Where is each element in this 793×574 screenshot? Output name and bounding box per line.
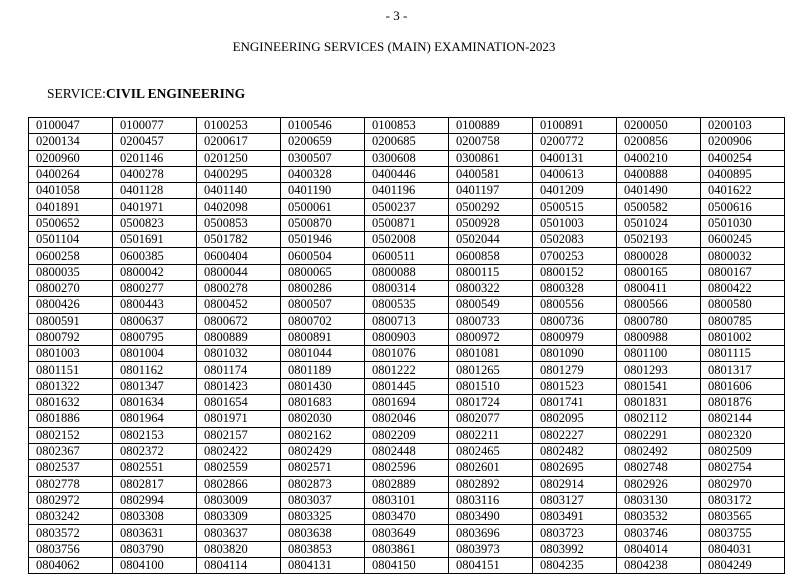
roll-number-cell: 0801265 [449,362,533,378]
roll-number-cell: 0400613 [533,166,617,182]
roll-number-cell: 0402098 [197,199,281,215]
roll-number-cell: 0802152 [29,427,113,443]
table-row [29,362,785,378]
roll-number-cell: 0800167 [701,264,785,280]
roll-number-cell: 0800065 [281,264,365,280]
table-row [29,248,785,264]
roll-number-cell: 0804238 [617,558,701,574]
roll-number-cell: 0804249 [701,558,785,574]
roll-number-cell: 0801003 [29,346,113,362]
roll-number-cell: 0803820 [197,541,281,557]
roll-number-cell: 0100889 [449,118,533,134]
roll-number-cell: 0801076 [365,346,449,362]
roll-number-cell: 0800795 [113,329,197,345]
roll-number-cell: 0803101 [365,492,449,508]
roll-number-cell: 0801322 [29,378,113,394]
table-row [29,313,785,329]
table-row [29,460,785,476]
roll-number-cell: 0800165 [617,264,701,280]
roll-number-cell: 0804014 [617,541,701,557]
roll-number-cell: 0300861 [449,150,533,166]
roll-number-cell: 0804114 [197,558,281,574]
roll-number-cell: 0800988 [617,329,701,345]
roll-number-cell: 0801162 [113,362,197,378]
roll-number-cell: 0600245 [701,232,785,248]
roll-number-cell: 0804031 [701,541,785,557]
roll-number-cell: 0500928 [449,215,533,231]
roll-number-cell: 0500237 [365,199,449,215]
roll-number-cell: 0800733 [449,313,533,329]
roll-number-cell: 0800591 [29,313,113,329]
roll-number-cell: 0800286 [281,280,365,296]
roll-number-cell: 0800792 [29,329,113,345]
roll-number-cell: 0800088 [365,264,449,280]
roll-number-cell: 0802162 [281,427,365,443]
roll-number-cell: 0502044 [449,232,533,248]
roll-number-cell: 0803755 [701,525,785,541]
roll-number-cell: 0804131 [281,558,365,574]
roll-number-cell: 0802372 [113,443,197,459]
roll-number-cell: 0803696 [449,525,533,541]
roll-number-cell: 0200617 [197,134,281,150]
roll-number-cell: 0801876 [701,395,785,411]
table-row [29,297,785,313]
table-row [29,411,785,427]
roll-number-cell: 0801032 [197,346,281,362]
roll-number-cell: 0801423 [197,378,281,394]
roll-number-cell: 0802227 [533,427,617,443]
service-name: CIVIL ENGINEERING [105,86,246,101]
roll-number-cell: 0802422 [197,443,281,459]
roll-number-cell: 0801523 [533,378,617,394]
roll-number-cell: 0801430 [281,378,365,394]
roll-number-cell: 0800672 [197,313,281,329]
roll-number-cell: 0801347 [113,378,197,394]
roll-number-cell: 0400131 [533,150,617,166]
roll-number-cell: 0401209 [533,183,617,199]
roll-number-cell: 0800115 [449,264,533,280]
table-row [29,215,785,231]
roll-number-cell: 0802492 [617,443,701,459]
roll-number-cell: 0800566 [617,297,701,313]
roll-number-cell: 0801632 [29,395,113,411]
roll-number-cell: 0200457 [113,134,197,150]
roll-number-cell: 0400895 [701,166,785,182]
roll-number-cell: 0801541 [617,378,701,394]
table-row [29,427,785,443]
roll-number-cell: 0600504 [281,248,365,264]
roll-number-cell: 0803491 [533,509,617,525]
roll-number-cell: 0300507 [281,150,365,166]
roll-number-cell: 0501946 [281,232,365,248]
roll-number-cell: 0800580 [701,297,785,313]
roll-number-cell: 0800736 [533,313,617,329]
roll-number-cell: 0804062 [29,558,113,574]
roll-number-cell: 0400328 [281,166,365,182]
roll-number-cell: 0801741 [533,395,617,411]
roll-number-cell: 0501104 [29,232,113,248]
table-row [29,378,785,394]
roll-number-cell: 0803756 [29,541,113,557]
roll-number-cell: 0802695 [533,460,617,476]
roll-number-cell: 0801971 [197,411,281,427]
roll-number-cell: 0802778 [29,476,113,492]
roll-number-cell: 0600511 [365,248,449,264]
roll-number-cell: 0801694 [365,395,449,411]
roll-number-cell: 0800152 [533,264,617,280]
roll-number-cell: 0802559 [197,460,281,476]
table-row [29,232,785,248]
roll-number-cell: 0200906 [701,134,785,150]
roll-number-cell: 0802926 [617,476,701,492]
roll-number-cell: 0500870 [281,215,365,231]
roll-number-cell: 0801044 [281,346,365,362]
roll-number-cell: 0802429 [281,443,365,459]
roll-number-cell: 0500853 [197,215,281,231]
roll-number-cell: 0801081 [449,346,533,362]
roll-number-cell: 0802970 [701,476,785,492]
roll-number-cell: 0400264 [29,166,113,182]
roll-number-cell: 0801222 [365,362,449,378]
roll-number-cell: 0800270 [29,280,113,296]
roll-number-cell: 0802817 [113,476,197,492]
roll-number-cell: 0802754 [701,460,785,476]
roll-number-cell: 0800889 [197,329,281,345]
roll-number-cell: 0803172 [701,492,785,508]
roll-number-cell: 0802367 [29,443,113,459]
roll-number-cell: 0803127 [533,492,617,508]
roll-number-cell: 0803532 [617,509,701,525]
table-row [29,509,785,525]
table-row [29,525,785,541]
exam-title: ENGINEERING SERVICES (MAIN) EXAMINATION-2023 [232,39,556,54]
roll-number-cell: 0800535 [365,297,449,313]
roll-number-cell: 0200103 [701,118,785,134]
roll-number-cell: 0804150 [365,558,449,574]
roll-number-cell: 0500823 [113,215,197,231]
roll-number-cell: 0800452 [197,297,281,313]
roll-number-cell: 0300608 [365,150,449,166]
roll-number-cell: 0500582 [617,199,701,215]
roll-number-cell: 0800042 [113,264,197,280]
roll-number-cell: 0802448 [365,443,449,459]
roll-number-cell: 0803130 [617,492,701,508]
roll-number-cell: 0501691 [113,232,197,248]
roll-number-cell: 0800979 [533,329,617,345]
roll-number-cell: 0502193 [617,232,701,248]
table-row [29,395,785,411]
roll-number-cell: 0400210 [617,150,701,166]
roll-number-cell: 0801317 [701,362,785,378]
roll-number-cell: 0200134 [29,134,113,150]
roll-number-cell: 0401058 [29,183,113,199]
table-row [29,280,785,296]
roll-number-cell: 0501782 [197,232,281,248]
roll-number-cell: 0401490 [617,183,701,199]
roll-number-cell: 0803325 [281,509,365,525]
roll-number-cell: 0801606 [701,378,785,394]
roll-number-cell: 0802209 [365,427,449,443]
roll-number-cell: 0502008 [365,232,449,248]
roll-number-cell: 0800426 [29,297,113,313]
table-row [29,443,785,459]
roll-number-cell: 0800314 [365,280,449,296]
roll-number-cell: 0801886 [29,411,113,427]
roll-number-cell: 0200050 [617,118,701,134]
roll-number-cell: 0200685 [365,134,449,150]
roll-number-cell: 0800028 [617,248,701,264]
roll-number-cell: 0801724 [449,395,533,411]
roll-number-cell: 0800891 [281,329,365,345]
roll-number-cell: 0401891 [29,199,113,215]
roll-number-cell: 0800713 [365,313,449,329]
roll-number-cell: 0802095 [533,411,617,427]
roll-number-cell: 0802509 [701,443,785,459]
roll-number-cell: 0200772 [533,134,617,150]
roll-number-cell: 0802112 [617,411,701,427]
table-row [29,264,785,280]
roll-number-cell: 0100047 [29,118,113,134]
roll-number-cell: 0801654 [197,395,281,411]
roll-number-cell: 0401196 [365,183,449,199]
roll-number-cell: 0800972 [449,329,533,345]
roll-number-cell: 0800044 [197,264,281,280]
roll-number-cell: 0803649 [365,525,449,541]
roll-number-cell: 0500061 [281,199,365,215]
roll-number-cell: 0802972 [29,492,113,508]
roll-number-cell: 0800328 [533,280,617,296]
roll-number-cell: 0803308 [113,509,197,525]
roll-number-cell: 0800422 [701,280,785,296]
roll-number-cell: 0800032 [701,248,785,264]
roll-number-cell: 0802482 [533,443,617,459]
roll-number-cell: 0803242 [29,509,113,525]
roll-number-cell: 0803861 [365,541,449,557]
roll-number-cell: 0700253 [533,248,617,264]
roll-number-cell: 0800322 [449,280,533,296]
roll-number-cell: 0800903 [365,329,449,345]
roll-number-cell: 0401140 [197,183,281,199]
roll-number-cell: 0802291 [617,427,701,443]
roll-number-cell: 0800277 [113,280,197,296]
roll-number-cell: 0804235 [533,558,617,574]
roll-number-cell: 0200856 [617,134,701,150]
roll-number-cell: 0800443 [113,297,197,313]
table-row [29,118,785,134]
roll-number-cell: 0801115 [701,346,785,362]
roll-number-cell: 0500871 [365,215,449,231]
roll-number-cell: 0600858 [449,248,533,264]
table-row [29,199,785,215]
roll-number-cell: 0803637 [197,525,281,541]
roll-number-cell: 0801151 [29,362,113,378]
table-row [29,166,785,182]
roll-number-cell: 0201146 [113,150,197,166]
roll-number-cell: 0401190 [281,183,365,199]
roll-number-cell: 0100546 [281,118,365,134]
roll-number-cell: 0801831 [617,395,701,411]
roll-number-cell: 0802571 [281,460,365,476]
roll-number-cell: 0500616 [701,199,785,215]
roll-number-cell: 0801634 [113,395,197,411]
service-line [47,86,245,102]
table-row [29,346,785,362]
roll-number-cell: 0600404 [197,248,281,264]
roll-number-cell: 0400254 [701,150,785,166]
roll-number-cell: 0803309 [197,509,281,525]
roll-number-cell: 0801090 [533,346,617,362]
roll-number-cell: 0802077 [449,411,533,427]
roll-number-cell: 0803565 [701,509,785,525]
roll-number-cell: 0803853 [281,541,365,557]
roll-number-cell: 0802873 [281,476,365,492]
roll-number-cell: 0803572 [29,525,113,541]
table-row [29,541,785,557]
roll-number-cell: 0200758 [449,134,533,150]
roll-number-cell: 0800411 [617,280,701,296]
table-row [29,183,785,199]
roll-number-cell: 0800785 [701,313,785,329]
roll-number-cell: 0100253 [197,118,281,134]
roll-number-cell: 0201250 [197,150,281,166]
roll-number-cell: 0803037 [281,492,365,508]
roll-number-cell: 0802144 [701,411,785,427]
roll-number-cell: 0803116 [449,492,533,508]
roll-number-cell: 0803992 [533,541,617,557]
roll-number-cell: 0802046 [365,411,449,427]
table-row [29,558,785,574]
roll-number-cell: 0801100 [617,346,701,362]
roll-number-cell: 0804151 [449,558,533,574]
roll-number-cell: 0801964 [113,411,197,427]
roll-number-cell: 0803790 [113,541,197,557]
roll-number-cell: 0801279 [533,362,617,378]
roll-number-cell: 0803009 [197,492,281,508]
roll-number-cell: 0802211 [449,427,533,443]
roll-number-cell: 0802153 [113,427,197,443]
roll-number-cell: 0600385 [113,248,197,264]
roll-number-cell: 0501030 [701,215,785,231]
roll-number-cell: 0501024 [617,215,701,231]
roll-number-table [28,117,785,574]
roll-number-cell: 0803631 [113,525,197,541]
table-row [29,329,785,345]
roll-number-cell: 0801510 [449,378,533,394]
roll-number-cell: 0100077 [113,118,197,134]
roll-number-cell: 0100853 [365,118,449,134]
roll-number-cell: 0802596 [365,460,449,476]
roll-number-cell: 0800556 [533,297,617,313]
roll-number-cell: 0802748 [617,460,701,476]
table-row [29,150,785,166]
roll-number-cell: 0801002 [701,329,785,345]
roll-number-cell: 0802994 [113,492,197,508]
roll-number-cell: 0401128 [113,183,197,199]
roll-number-cell: 0502083 [533,232,617,248]
roll-number-cell: 0401197 [449,183,533,199]
roll-number-cell: 0802892 [449,476,533,492]
roll-number-cell: 0803973 [449,541,533,557]
roll-number-cell: 0803490 [449,509,533,525]
roll-number-cell: 0400446 [365,166,449,182]
roll-number-cell: 0200659 [281,134,365,150]
roll-number-cell: 0802601 [449,460,533,476]
roll-number-cell: 0500652 [29,215,113,231]
roll-number-cell: 0400888 [617,166,701,182]
roll-number-cell: 0802914 [533,476,617,492]
roll-number-cell: 0802465 [449,443,533,459]
roll-number-cell: 0800702 [281,313,365,329]
roll-number-cell: 0800035 [29,264,113,280]
page-number: - 3 - [385,8,408,23]
roll-number-cell: 0801174 [197,362,281,378]
roll-number-cell: 0600258 [29,248,113,264]
table-row [29,476,785,492]
roll-number-cell: 0803470 [365,509,449,525]
roll-number-cell: 0401971 [113,199,197,215]
roll-number-cell: 0802551 [113,460,197,476]
roll-number-cell: 0802537 [29,460,113,476]
roll-number-cell: 0804100 [113,558,197,574]
roll-number-cell: 0803638 [281,525,365,541]
roll-number-cell: 0400581 [449,166,533,182]
roll-number-cell: 0800507 [281,297,365,313]
roll-number-cell: 0801445 [365,378,449,394]
roll-number-cell: 0802320 [701,427,785,443]
table-row [29,134,785,150]
roll-number-cell: 0803723 [533,525,617,541]
roll-number-table-body [29,118,785,574]
roll-number-cell: 0802866 [197,476,281,492]
roll-number-cell: 0800549 [449,297,533,313]
roll-number-cell: 0802889 [365,476,449,492]
roll-number-cell: 0501003 [533,215,617,231]
roll-number-cell: 0801189 [281,362,365,378]
roll-number-cell: 0400295 [197,166,281,182]
roll-number-cell: 0801293 [617,362,701,378]
roll-number-cell: 0801004 [113,346,197,362]
roll-number-cell: 0800278 [197,280,281,296]
roll-number-cell: 0500515 [533,199,617,215]
roll-number-cell: 0802157 [197,427,281,443]
roll-number-cell: 0802030 [281,411,365,427]
roll-number-cell: 0800780 [617,313,701,329]
table-row [29,492,785,508]
roll-number-cell: 0400278 [113,166,197,182]
roll-number-cell: 0803746 [617,525,701,541]
roll-number-cell: 0800637 [113,313,197,329]
roll-number-cell: 0500292 [449,199,533,215]
roll-number-cell: 0100891 [533,118,617,134]
service-label: SERVICE: [47,86,106,101]
roll-number-cell: 0401622 [701,183,785,199]
roll-number-cell: 0801683 [281,395,365,411]
roll-number-cell: 0200960 [29,150,113,166]
